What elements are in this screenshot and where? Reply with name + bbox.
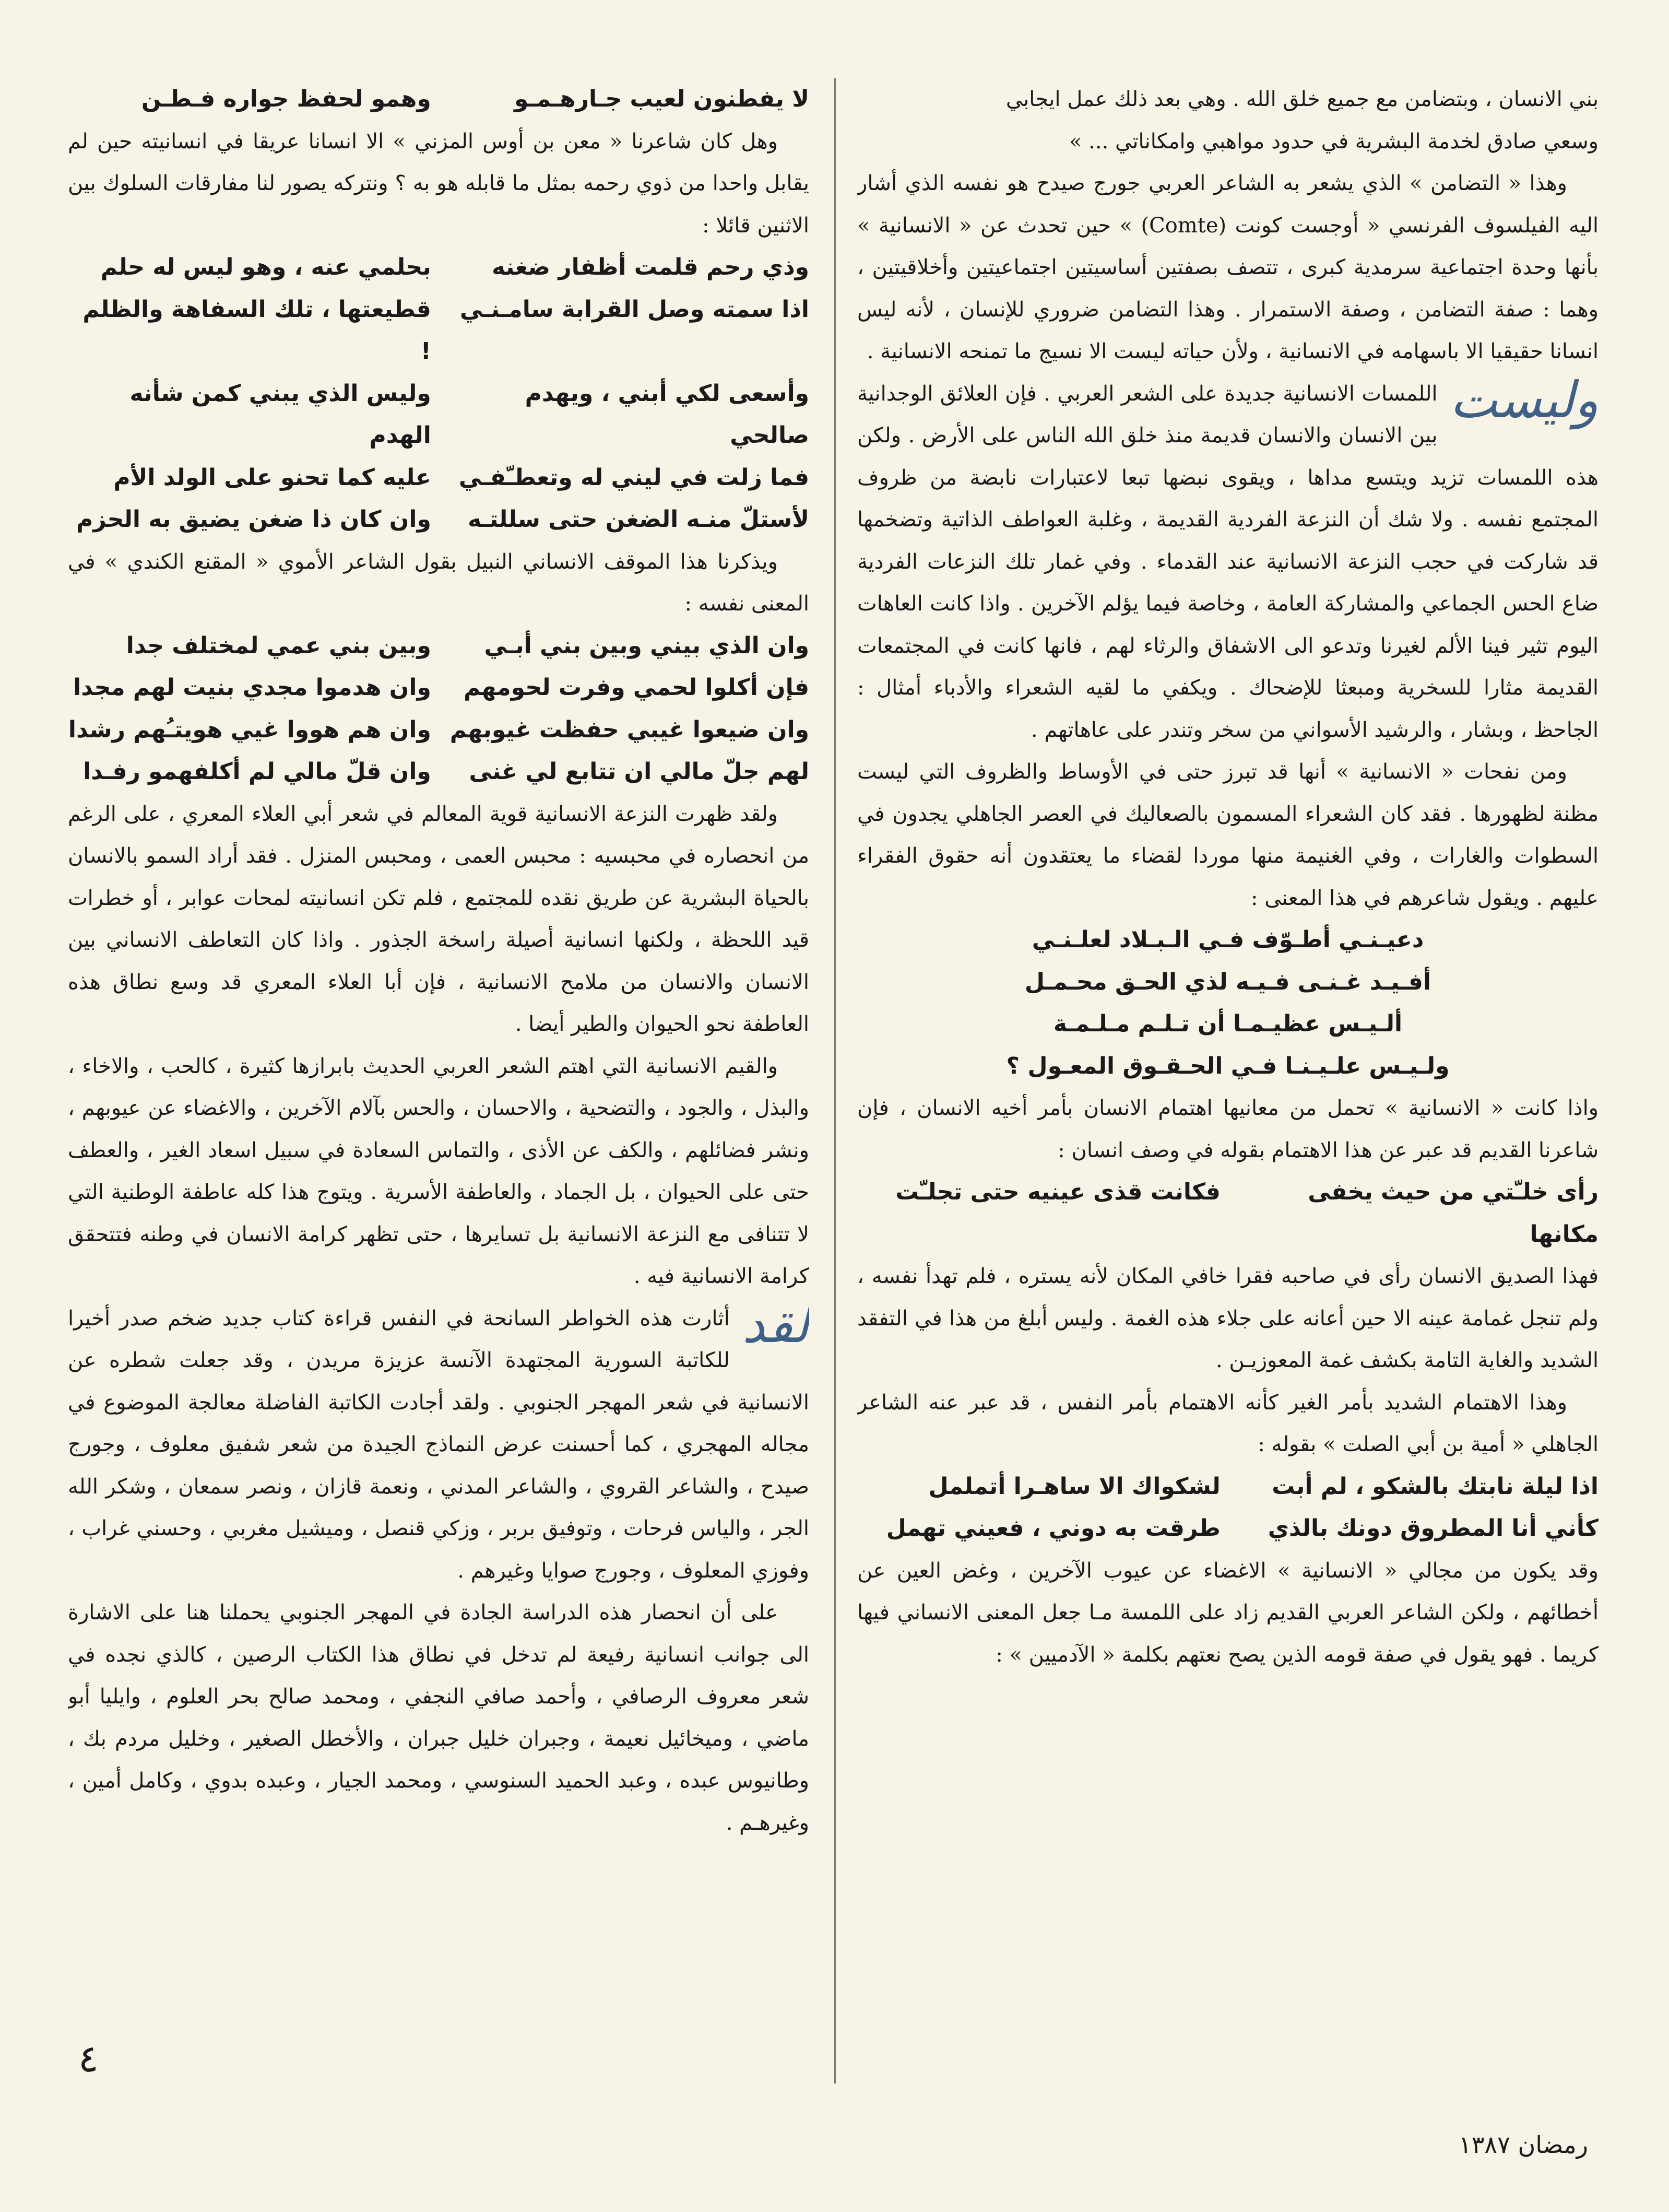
hemistich-second: بحلمي عنه ، وهو ليس له حلم — [100, 254, 431, 280]
hemistich-second: وان كان ذا ضغن يضيق به الحزم — [76, 506, 431, 533]
hemistich-second: وان قلّ مالي لم أكلفهمو رفـدا — [83, 758, 431, 785]
hemistich-first: وأسعى لكي أبني ، ويهدم صالحي — [525, 380, 809, 449]
poem-couplet — [857, 1171, 1599, 1255]
poem-couplet — [68, 78, 809, 121]
hemistich-second: وان هدموا مجدي بنيت لهم مجدا — [73, 674, 431, 701]
paragraph-maan: وهل كان شاعرنا « معن بن أوس المزني » الا انسانا عريقا في انسانيته حين لم يقابل واحدا من ذوي رحمه بمثل ما قابله هو به ؟ ونتركه يصور لنا مفارقات السلوك بين الاثنين قائلا : — [68, 129, 809, 238]
paragraph-kitab-wrapper — [68, 1295, 809, 1592]
hemistich-first: وان الذي بيني وبين بني أبـي — [484, 632, 809, 659]
poem-couplet — [68, 625, 809, 667]
poem-couplet — [68, 457, 809, 499]
paragraph-comte: وهذا « التضامن » الذي يشعر به الشاعر العربي جورج صيدح هو نفسه الذي أشار اليه الفيلسوف الفرنسي « أوجست كونت (Comte) » حين تحدث عن « الانسانية » بأنها وحدة اجتماعية سرمدية كبرى ، تتصف بصفتين أساسيتين اجتماعيتين وأخلاقيتين ، وهما : صفة التضامن ، وصفة الاستمرار . وهذا التضامن ضروري للإنسان ، لأنه ليس انسانا حقيقيا الا باسهامه في الانسانية ، ولأن حياته ليست الا نسيج ما تمنحه الانسانية . — [857, 171, 1599, 363]
hemistich-first: اذا سمته وصل القرابة سامـنـي — [459, 296, 809, 323]
hemistich-first: اذا ليلة نابتك بالشكو ، لم أبت — [1272, 1473, 1599, 1500]
left-column — [68, 78, 809, 2073]
paragraph-qiyam: والقيم الانسانية التي اهتم الشعر العربي الحديث بابرازها كثيرة ، كالحب ، والاخاء ، والبذل ، والجود ، والتضحية ، والاحسان ، والحس بآلام الآخرين ، والاغضاء عن عيوبهم ، ونشر فضائلهم ، والكف عن الأذى ، والتماس السعادة في سبيل اسعاد الغير ، والعطف حتى على الحيوان ، بل الجماد ، والعاطفة الأسرية . ويتوج هذا كله عاطفة الوطنية التي لا تتنافى مع النزعة الانسانية بل تسايرها ، حتى تظهر كرامة الانسان في وطنه فتتحقق كرامة الانسانية فيه . — [68, 1054, 809, 1288]
column-divider — [834, 78, 836, 2084]
poem-couplet — [68, 246, 809, 289]
hemistich-second: عليه كما تحنو على الولد الأم — [113, 464, 431, 491]
poem-line: ألـيـس عظيـمـا أن تـلـم مـلـمـة — [1053, 1010, 1403, 1037]
poem-couplet — [857, 1508, 1599, 1550]
poem-couplet — [68, 667, 809, 709]
poem-couplet — [68, 709, 809, 751]
hemistich-first: فإن أكلوا لحمي وفرت لحومهم — [463, 674, 809, 701]
right-column — [857, 78, 1599, 2073]
hemistich-first: لأستلّ منـه الضغن حتى سللتـه — [468, 506, 809, 533]
poem-line: دعيـنـي أطـوّف فـي الـبـلاد لعلـنـي — [1032, 926, 1424, 953]
hemistich-second: لشكواك الا ساهـرا أتململ — [928, 1473, 1221, 1500]
hemistich-first: لا يفطنون لعيب جـارهـمـو — [514, 86, 809, 112]
hemistich-second: فكانت قذى عينيه حتى تجلـّت — [895, 1179, 1221, 1205]
paragraph-lamasat: اللمسات الانسانية جديدة على الشعر العربي . فإن العلائق الوجدانية بين الانسان والانسان قديمة منذ خلق الله الناس على الأرض . ولكن هذه اللمسات تزيد ويتسع مداها ، ويقوى نبضها تبعا لاعتبارات نابضة من ظروف المجتمع نفسه . ولا شك أن النزعة الفردية القديمة ، وغلبة العواطف الذاتية وتضخمها قد شاركت في حجب النزعة الانسانية عند القدماء . وفي غمار تلك النزعات الفردية ضاع الحس الجماعي والمشاركة العامة ، وخاصة فيما يؤلم الآخرين . واذا كانت العاهات اليوم تثير فينا الألم لغيرنا وتدعو الى الاشفاق والرثاء لهم ، فانها كانت في المجتمعات القديمة مثارا للسخرية ومبعثا للإضحاك . ويكفي ما لقيه الشعراء والأدباء أمثال : الجاحظ ، وبشار ، والرشيد الأسواني من سخر وتندر على عاهاتهم . — [857, 381, 1599, 742]
hemistich-second: قطيعتها ، تلك السفاهة والظلم ! — [82, 296, 431, 364]
poem-couplet — [68, 373, 809, 457]
hemistich-first: كأني أنا المطروق دونك بالذي — [1268, 1515, 1599, 1542]
paragraph-umayya: وهذا الاهتمام الشديد بأمر الغير كأنه الاهتمام بأمر النفس ، قد عبر عنه الشاعر الجاهلي « أمية بن أبي الصلت » بقوله : — [857, 1390, 1599, 1456]
hemistich-second: وهمو لحفظ جواره فـطـن — [141, 86, 431, 112]
hemistich-first: فما زلت في ليني له وتعطـّفـي — [458, 464, 809, 491]
hemistich-second: وليس الذي يبني كمن شأنه الهدم — [129, 380, 431, 449]
hemistich-first: لهم جلّ مالي ان تتابع لي غنى — [469, 758, 809, 785]
paragraph-inhisar: على أن انحصار هذه الدراسة الجادة في المهجر الجنوبي يحملنا هنا على الاشارة الى جوانب انسانية رفيعة لم تدخل في نطاق هذا الكتاب الرصين ، كالذي نجده في شعر معروف الرصافي ، وأحمد صافي النجفي ، ومحمد صالح بحر العلوم ، وايليا أبو ماضي ، وميخائيل نعيمة ، وجبران خليل جبران ، والأخطل الصغير ، وخليل مردم بك ، وطانيوس عبده ، وعبد الحميد السنوسي ، ومحمد الجيار ، وعبده بدوي ، وكامل أمين ، وغيرهـم . — [68, 1601, 809, 1835]
poem-couplet — [68, 499, 809, 541]
decorative-initial-laqad: لقد — [742, 1295, 809, 1354]
poem-line: أفـيـد غـنـى فـيـه لذي الحـق محـمـل — [1024, 968, 1431, 995]
issue-date: رمضان ١٣٨٧ — [1459, 2131, 1588, 2159]
paragraph-nafahat: ومن نفحات « الانسانية » أنها قد تبرز حتى في الأوساط والظروف التي ليست مظنة لظهورها . فقد كان الشعراء المسمون بالصعاليك في العصر الجاهلي يجدون في السطوات والغارات ، وفي الغنيمة منها موردا لقضاء ما يعتقدون أنه حقوق الفقراء عليهم . ويقول شاعرهم في هذا المعنى : — [857, 760, 1599, 910]
paragraph-sadiq: فهذا الصديق الانسان رأى في صاحبه فقرا خافي المكان لأنه يستره ، فلم تهدأ نفسه ، ولم تنجل غمامة عينه الا حين أعانه على جلاء هذه الغمة . وليس أبلغ من هذا في التفقد الشديد والغاية التامة بكشف غمة المعوزيـن . — [857, 1264, 1599, 1372]
paragraph-kitab: أثارت هذه الخواطر السانحة في النفس قراءة كتاب جديد ضخم صدر أخيرا للكاتبة السورية المجتهدة الآنسة عزيزة مريدن ، وقد جعلت شطره عن الانسانية في شعر المهجر الجنوبي . ولقد أجادت الكاتبة الفاضلة معالجة الموضوع في مجاله المهجري ، كما أحسنت عرض النماذج الجيدة من شعر شفيق معلوف ، وجورج صيدح ، والشاعر القروي ، والشاعر المدني ، ونعمة قازان ، ونصر سمعان ، وشكر الله الجر ، والياس فرحات ، وتوفيق بربر ، وزكي قنصل ، وميشيل مغربي ، وحسني غراب ، وفوزي المعلوف ، وجورج صوايا وغيرهم . — [68, 1306, 809, 1583]
poem-line: ولـيـس علـيـنـا فـي الحـقـوق المعـول ؟ — [1006, 1052, 1450, 1079]
paragraph-maarri: ولقد ظهرت النزعة الانسانية قوية المعالم في شعر أبي العلاء المعري ، على الرغم من انحصاره في محبسيه : محبس العمى ، ومحبس المنزل . فقد أراد السمو بالانسان بالحياة البشرية عن طريق نقده للمجتمع ، فلم تكن انسانيته لمحات عوابر ، أو خطرات قيد اللحظة ، ولكنها انسانية أصيلة راسخة الجذور . واذا كان التعاطف الانساني بين الانسان والانسان من ملامح الانسانية ، فإن أبا العلاء المعري قد وسع نطاق هذه العاطفة نحو الحيوان والطير أيضا . — [68, 802, 809, 1036]
paragraph-akhih: واذا كانت « الانسانية » تحمل من معانيها اهتمام الانسان بأمر أخيه الانسان ، فإن شاعرنا القديم قد عبر عن هذا الاهتمام بقوله في وصف انسان : — [857, 1096, 1599, 1162]
intro-line-1: بني الانسان ، وبتضامن مع جميع خلق الله . وهي بعد ذلك عمل ايجابي — [1005, 87, 1599, 111]
hemistich-second: وان هم هووا غيي هويتـُهم رشدا — [68, 716, 431, 743]
paragraph-muqanna: ويذكرنا هذا الموقف الانساني النبيل بقول الشاعر الأموي « المقنع الكندي » في المعنى نفسه : — [68, 549, 809, 616]
intro-line-2: وسعي صادق لخدمة البشرية في حدود مواهبي وامكاناتي ... » — [1069, 129, 1599, 154]
poem-couplet — [857, 1466, 1599, 1508]
hemistich-second: طرقت به دوني ، فعيني تهمل — [886, 1515, 1221, 1542]
paragraph-ighda: وقد يكون من مجالي « الانسانية » الاغضاء عن عيوب الآخرين ، وغض العين عن أخطائهم ، ولكن الشاعر العربي القديم زاد على اللمسة مـا جعل المعنى الانساني فيها كريما . فهو يقول في صفة قومه الذين يصح نعتهم بكلمة « الآدميين » : — [857, 1558, 1599, 1667]
hemistich-first: وذي رحم قلمت أظفار ضغنه — [492, 254, 809, 280]
poem-couplet — [68, 751, 809, 793]
poem-couplet — [68, 289, 809, 373]
hemistich-first: وان ضيعوا غيبي حفظت غيوبهم — [449, 716, 809, 743]
page-number: ٤ — [78, 2037, 99, 2080]
hemistich-second: وبين بني عمي لمختلف جدا — [126, 632, 431, 659]
hemistich-first: رأى خلـّتي من حيث يخفى مكانها — [1308, 1179, 1599, 1248]
decorative-initial-walaysat: وليست — [1450, 370, 1599, 429]
paragraph-lamasat-wrapper — [857, 370, 1599, 751]
